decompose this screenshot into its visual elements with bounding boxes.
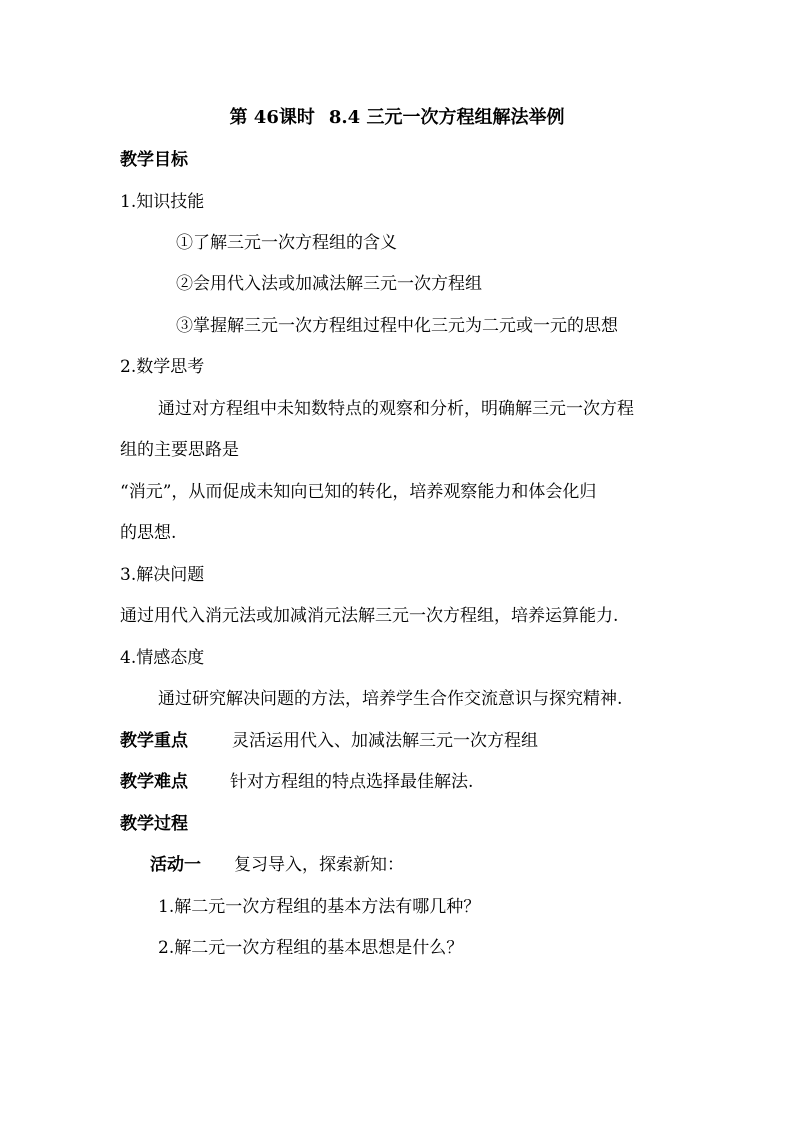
thinking-heading: 2.数学思考 xyxy=(120,357,205,377)
knowledge-heading: 1.知识技能 xyxy=(120,192,205,212)
thinking-line-4: 的思想. xyxy=(120,523,177,543)
activity-1-text: 复习导入，探索新知： xyxy=(234,855,404,875)
difficulty-text: 针对方程组的特点选择最佳解法. xyxy=(230,772,474,792)
activity-1 xyxy=(150,853,404,877)
attitude-text: 通过研究解决问题的方法，培养学生合作交流意识与探究精神. xyxy=(158,689,623,709)
key-point xyxy=(120,729,538,753)
problem-text: 通过用代入消元法或加减消元法解三元一次方程组，培养运算能力. xyxy=(120,606,619,626)
knowledge-item-1: ①了解三元一次方程组的含义 xyxy=(176,233,397,253)
lesson-number: 第 46课时 xyxy=(229,107,315,128)
question-1: 1.解二元一次方程组的基本方法有哪几种？ xyxy=(158,897,481,917)
thinking-line-1: 通过对方程组中未知数特点的观察和分析，明确解三元一次方程 xyxy=(158,399,634,419)
key-point-label: 教学重点 xyxy=(120,731,188,751)
difficulty-label: 教学难点 xyxy=(120,772,188,792)
lesson-topic: 8.4 三元一次方程组解法举例 xyxy=(328,107,565,128)
key-point-text: 灵活运用代入、加减法解三元一次方程组 xyxy=(232,731,538,751)
objectives-heading: 教学目标 xyxy=(120,150,188,170)
process-heading: 教学过程 xyxy=(120,814,188,834)
attitude-heading: 4.情感态度 xyxy=(120,648,205,668)
thinking-line-2: 组的主要思路是 xyxy=(120,440,239,460)
knowledge-item-3: ③掌握解三元一次方程组过程中化三元为二元或一元的思想 xyxy=(176,316,618,336)
knowledge-item-2: ②会用代入法或加减法解三元一次方程组 xyxy=(176,274,482,294)
question-2: 2.解二元一次方程组的基本思想是什么？ xyxy=(158,938,464,958)
activity-1-label: 活动一 xyxy=(150,855,201,875)
lesson-title xyxy=(0,106,794,130)
difficulty xyxy=(120,770,473,794)
thinking-line-3: “消元”，从而促成未知向已知的转化，培养观察能力和体会化归 xyxy=(120,482,597,502)
problem-heading: 3.解决问题 xyxy=(120,565,205,585)
